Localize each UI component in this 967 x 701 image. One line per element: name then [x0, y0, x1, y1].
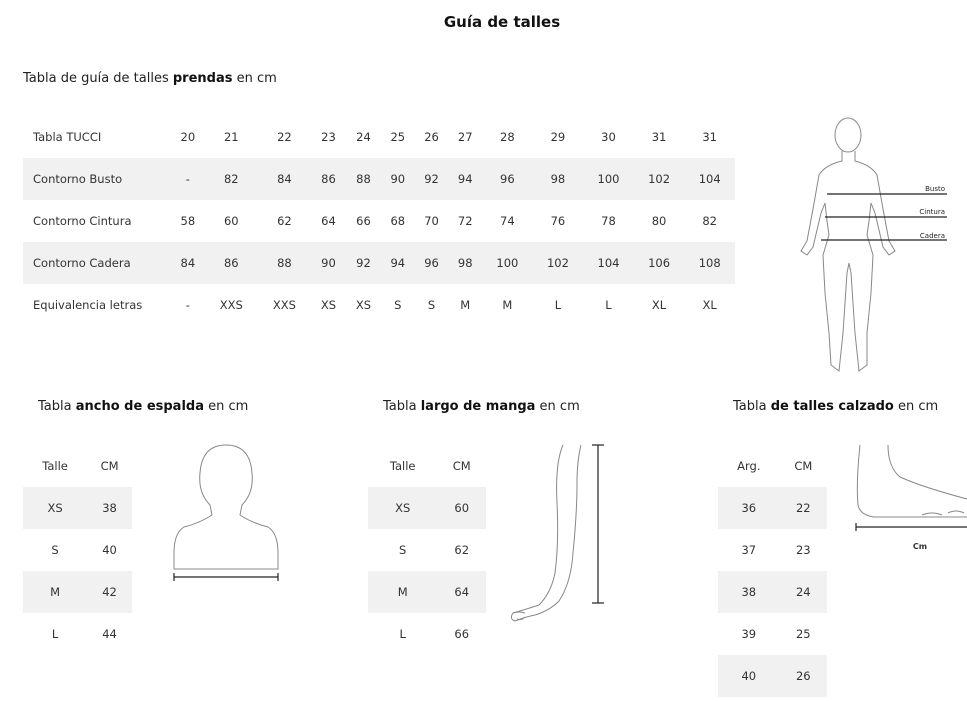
calzado-header-row — [718, 445, 827, 487]
prendas-row — [23, 200, 735, 242]
prendas-row-label: Contorno Cadera — [23, 242, 171, 284]
calzado-column-header: CM — [794, 459, 813, 473]
sleeve-length-figure — [505, 443, 610, 628]
prendas-row-label: Contorno Busto — [23, 158, 171, 200]
manga-row — [368, 613, 486, 655]
prendas-cell: 60 — [223, 214, 239, 228]
prendas-cell: 90 — [381, 158, 415, 200]
espalda-cell: S — [51, 543, 59, 557]
manga-column-header: Talle — [389, 459, 416, 473]
prendas-heading — [23, 71, 277, 86]
prendas-cell: 58 — [180, 214, 196, 228]
espalda-cell: 40 — [102, 543, 117, 557]
prendas-cell: 96 — [415, 242, 449, 284]
espalda-cell: 38 — [87, 487, 132, 529]
manga-heading-post: en cm — [535, 399, 580, 414]
prendas-cell: - — [171, 158, 205, 200]
manga-heading-bold: largo de manga — [420, 399, 536, 414]
espalda-heading-post: en cm — [203, 399, 249, 414]
prendas-cell: XS — [320, 298, 337, 312]
calzado-heading-bold: de talles calzado — [770, 399, 894, 414]
prendas-cell: 108 — [684, 242, 735, 284]
manga-size-table — [368, 445, 486, 655]
prendas-row-label: Contorno Cintura — [33, 214, 132, 228]
espalda-row — [23, 529, 132, 571]
body-measurement-figure — [795, 113, 967, 378]
espalda-heading-bold: ancho de espalda — [75, 399, 204, 414]
prendas-row-label: Tabla TUCCI — [33, 130, 102, 144]
prendas-cell: 28 — [500, 130, 515, 144]
manga-cell: 66 — [454, 627, 470, 641]
calzado-row — [718, 529, 827, 571]
espalda-row — [23, 487, 132, 529]
prendas-cell: 90 — [311, 242, 346, 284]
cintura-label: Cintura — [919, 208, 945, 216]
prendas-cell: M — [502, 298, 513, 312]
foot-length-figure — [852, 443, 967, 555]
prendas-heading-bold: prendas — [172, 71, 233, 86]
prendas-cell: 96 — [482, 158, 533, 200]
prendas-cell: 104 — [583, 242, 634, 284]
calzado-row — [718, 613, 827, 655]
calzado-row — [718, 487, 827, 529]
calzado-cell: 39 — [741, 627, 757, 641]
prendas-cell: S — [427, 298, 436, 312]
manga-row — [368, 487, 486, 529]
prendas-cell: 94 — [381, 242, 415, 284]
prendas-cell: 74 — [500, 214, 515, 228]
prendas-cell: - — [185, 298, 190, 312]
manga-header-row — [368, 445, 486, 487]
calzado-heading — [733, 399, 938, 414]
prendas-cell: 29 — [550, 130, 566, 144]
calzado-heading-pre: Tabla — [733, 399, 771, 414]
busto-label: Busto — [925, 185, 945, 193]
calzado-heading-post: en cm — [893, 399, 939, 414]
prendas-cell: 80 — [651, 214, 667, 228]
prendas-cell: 20 — [180, 130, 196, 144]
prendas-cell: 94 — [448, 158, 482, 200]
cadera-label: Cadera — [919, 232, 945, 240]
prendas-row — [23, 284, 735, 326]
calzado-column-header: Arg. — [737, 459, 761, 473]
calzado-cell: 23 — [795, 543, 811, 557]
prendas-cell: L — [605, 298, 612, 312]
prendas-cell: 84 — [171, 242, 205, 284]
prendas-cell: 24 — [356, 130, 371, 144]
prendas-row — [23, 116, 735, 158]
prendas-cell: 86 — [311, 158, 346, 200]
prendas-cell: XL — [651, 298, 667, 312]
prendas-cell: M — [460, 298, 471, 312]
prendas-cell: 22 — [277, 130, 292, 144]
prendas-cell: 82 — [205, 158, 258, 200]
prendas-heading-post: en cm — [232, 71, 277, 86]
calzado-cell: 36 — [718, 487, 780, 529]
manga-cell: S — [399, 543, 407, 557]
espalda-column-header: CM — [100, 459, 119, 473]
espalda-cell: L — [51, 627, 59, 641]
espalda-row — [23, 571, 132, 613]
espalda-row — [23, 613, 132, 655]
prendas-cell: 62 — [277, 214, 292, 228]
prendas-cell: 72 — [457, 214, 473, 228]
prendas-cell: 86 — [205, 242, 258, 284]
espalda-heading-pre: Tabla — [38, 399, 76, 414]
calzado-cell: 25 — [795, 627, 811, 641]
prendas-cell: 104 — [684, 158, 735, 200]
prendas-cell: 98 — [533, 158, 584, 200]
foot-cm-label: Cm — [912, 542, 928, 551]
prendas-cell: 25 — [390, 130, 406, 144]
manga-cell: L — [399, 627, 406, 641]
prendas-cell: 27 — [457, 130, 473, 144]
prendas-row — [23, 242, 735, 284]
calzado-row — [718, 571, 827, 613]
calzado-cell: 24 — [780, 571, 827, 613]
prendas-cell: 88 — [346, 158, 381, 200]
prendas-cell: 106 — [634, 242, 685, 284]
prendas-cell: 88 — [258, 242, 311, 284]
espalda-cell: XS — [23, 487, 87, 529]
prendas-cell: 68 — [390, 214, 406, 228]
prendas-cell: XS — [355, 298, 372, 312]
calzado-cell: 37 — [741, 543, 757, 557]
prendas-cell: 98 — [448, 242, 482, 284]
manga-cell: 62 — [454, 543, 470, 557]
espalda-header-row — [23, 445, 132, 487]
calzado-size-table — [718, 445, 827, 697]
prendas-cell: 100 — [583, 158, 634, 200]
calzado-cell: 40 — [718, 655, 780, 697]
prendas-cell: 64 — [321, 214, 336, 228]
prendas-row-label: Equivalencia letras — [33, 298, 143, 312]
prendas-cell: 92 — [346, 242, 381, 284]
manga-cell: M — [368, 571, 437, 613]
prendas-cell: 92 — [415, 158, 449, 200]
manga-column-header: CM — [452, 459, 471, 473]
manga-cell: 60 — [437, 487, 486, 529]
manga-heading-pre: Tabla — [383, 399, 421, 414]
back-width-figure — [170, 443, 282, 585]
prendas-row — [23, 158, 735, 200]
prendas-cell: XXS — [272, 298, 296, 312]
prendas-cell: 84 — [258, 158, 311, 200]
prendas-cell: S — [394, 298, 402, 312]
prendas-heading-pre: Tabla de guía de talles — [23, 71, 173, 86]
prendas-cell: L — [554, 298, 562, 312]
prendas-cell: 31 — [651, 130, 667, 144]
espalda-cell: M — [23, 571, 87, 613]
espalda-heading — [38, 399, 248, 414]
prendas-cell: 23 — [321, 130, 336, 144]
prendas-cell: 26 — [424, 130, 439, 144]
espalda-column-header: Talle — [42, 459, 68, 473]
calzado-cell: 38 — [718, 571, 780, 613]
espalda-size-table — [23, 445, 132, 655]
calzado-cell: 26 — [780, 655, 827, 697]
prendas-cell: 66 — [356, 214, 371, 228]
prendas-cell: 82 — [702, 214, 717, 228]
manga-row — [368, 571, 486, 613]
prendas-cell: 70 — [424, 214, 439, 228]
manga-heading — [383, 399, 580, 414]
calzado-row — [718, 655, 827, 697]
prendas-cell: 21 — [223, 130, 239, 144]
espalda-cell: 44 — [102, 627, 117, 641]
page-title: Guía de talles — [443, 13, 561, 31]
calzado-cell: 22 — [780, 487, 827, 529]
prendas-cell: 102 — [533, 242, 584, 284]
prendas-cell: 30 — [601, 130, 616, 144]
manga-row — [368, 529, 486, 571]
prendas-size-table — [23, 116, 735, 326]
prendas-cell: 100 — [482, 242, 533, 284]
prendas-cell: 31 — [702, 130, 717, 144]
prendas-cell: XXS — [219, 298, 243, 312]
manga-cell: XS — [368, 487, 437, 529]
prendas-cell: 102 — [634, 158, 685, 200]
manga-cell: 64 — [437, 571, 486, 613]
espalda-cell: 42 — [87, 571, 132, 613]
prendas-cell: XL — [702, 298, 717, 312]
prendas-cell: 78 — [601, 214, 616, 228]
prendas-cell: 76 — [550, 214, 566, 228]
